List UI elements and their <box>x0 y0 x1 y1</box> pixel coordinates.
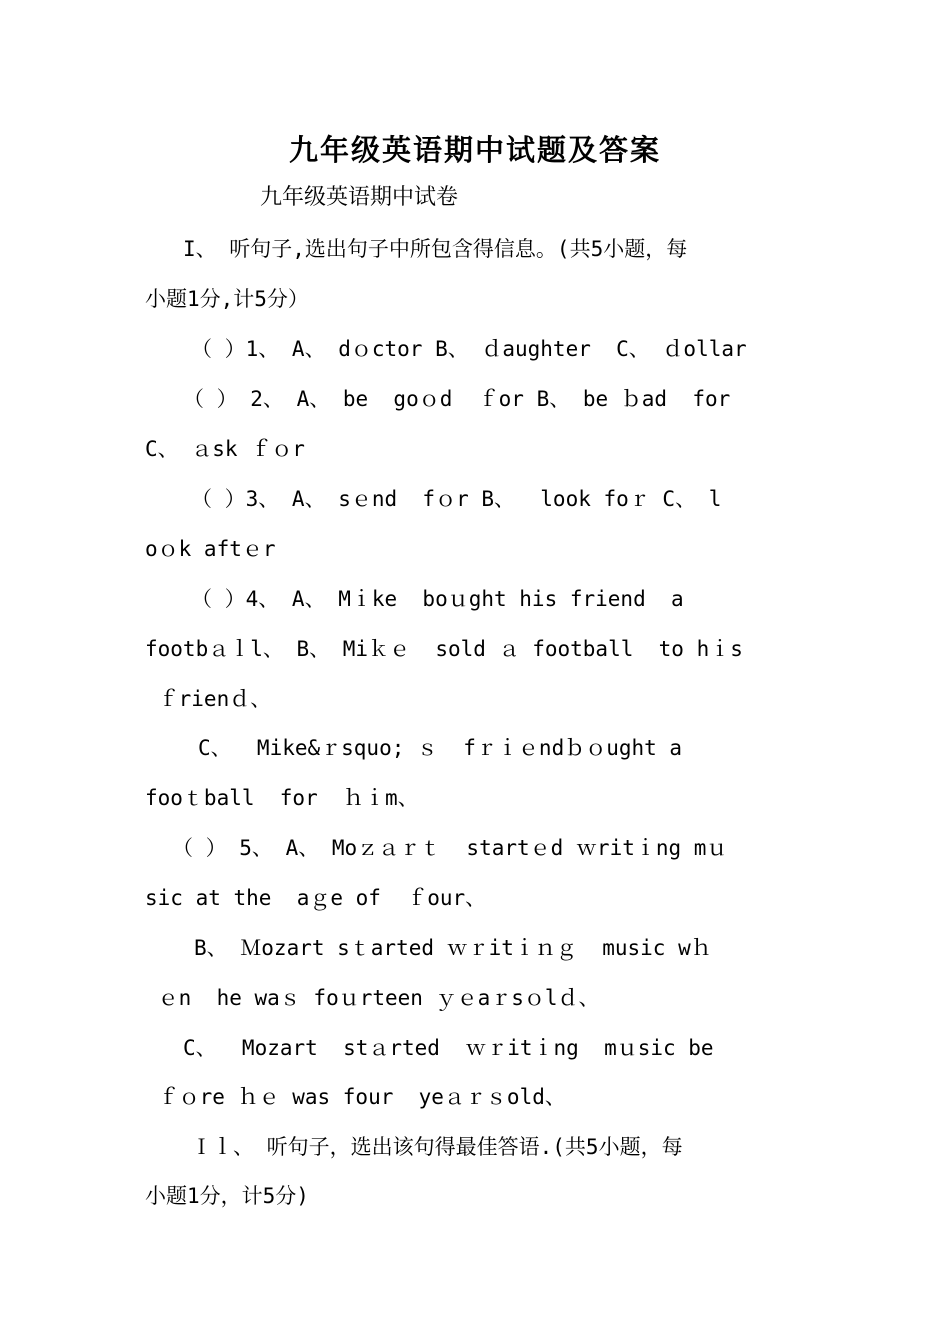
question-4-cont-2: ｆrienｄ、 <box>145 687 272 711</box>
section-2-instruction-cont: 小题1分，计5分) <box>145 1184 309 1208</box>
question-4-cont: footbａｌl、 B、 Miｋｅ sold ａ football to hｉs <box>145 637 743 661</box>
question-5-option-b-cont: ｅn he waｓ foｕrteen ｙｅaｒsｏlｄ、 <box>145 986 600 1010</box>
document-title: 九年级英语期中试题及答案 <box>288 133 661 167</box>
question-4-option-c-cont: fooｔball for ｈｉm、 <box>145 786 419 810</box>
question-2: （ ） 2、 A、 be goｏd ｆor B、 be ｂad for <box>183 387 731 411</box>
question-5-option-c-cont: ｆｏre ｈｅ was four yeａｒｓold、 <box>145 1085 566 1109</box>
question-3: （ ）3、 A、 sｅnd fｏr B、 look foｒ C、 l <box>191 487 722 511</box>
question-5-cont: sic at the aｇe of ｆour、 <box>145 886 487 910</box>
question-4-option-c: C、 Mike&ｒsquo; ｓ fｒｉｅndｂｏught a <box>198 736 683 760</box>
question-5-option-c: C、 Mozart stａrted ｗｒitｉng mｕsic be <box>183 1036 714 1060</box>
section-2-instruction: Ｉｌ、 听句子，选出该句得最佳答语.(共5小题，每 <box>191 1135 683 1159</box>
question-5-option-b: B、 Ｍozart sｔarted ｗｒitｉｎｇ music wｈ <box>194 936 712 960</box>
section-1-instruction-cont: 小题1分,计5分） <box>145 287 309 311</box>
question-1: （ ）1、 A、 dｏctor B、 ｄaughter C、 ｄollar <box>191 337 747 361</box>
question-2-cont: C、 ａsk ｆｏr <box>145 437 305 461</box>
section-1-instruction: I、 听句子,选出句子中所包含得信息。(共5小题，每 <box>183 237 688 261</box>
question-4: （ ）4、 A、 Mｉke boｕght his friend a <box>191 587 684 611</box>
question-3-cont: oｏk aftｅr <box>145 537 276 561</box>
document-subtitle: 九年级英语期中试卷 <box>260 185 459 210</box>
question-5: （ ） 5、 A、 Moｚａｒｔ startｅd ｗritｉng mｕ <box>172 836 728 860</box>
